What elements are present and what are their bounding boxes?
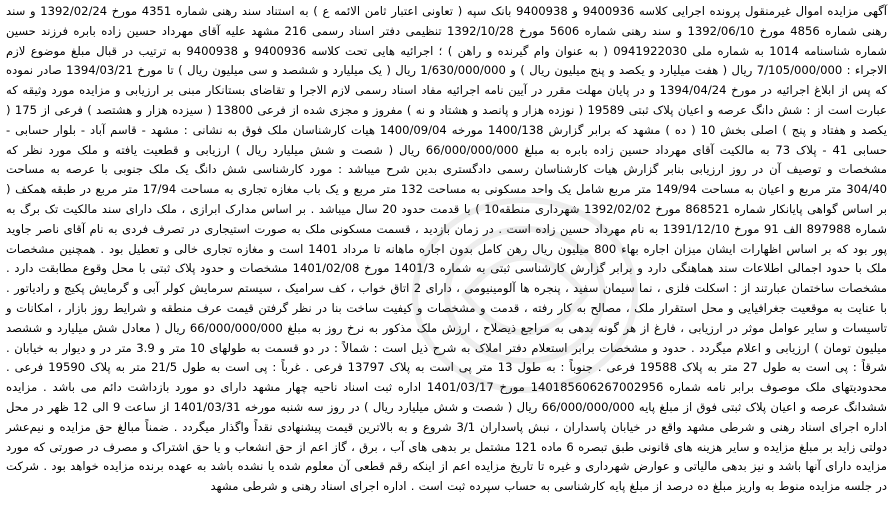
auction-notice-text: آگهی مزایده اموال غیرمنقول پرونده اجرایی کلاسه 9400936 و 9400938 بانک سپه ( تعاونی اعتبار ثامن الائمه ع ) به استناد سند رهنی شماره 4351 مورخ 1392/02/24 و سند رهنی شماره 4856 مورخ 1392/06/10 و سند رهنی شماره 5606 مورخ 1392/10/28 تنظیمی دفتر اسناد رسمی 216 مشهد علیه آقای مهرداد حسین زاده بابره فرزند حسین شماره شناسنامه 1014 به شماره ملی 0941922030 ( به عنوان وام گیرنده و راهن ) ؛ اجرائیه هایی تحت کلاسه 9400936 و 9400938 به ترتیب در قبال مبلغ موضوع لازم الاجراء : 7/105/000/000 ریال ( هفت میلیارد و یکصد و پنج میلیون ریال ) و 1/630/000/000 ریال ( یک میلیارد و ششصد و سی میلیون ریال ) تا مورخ 1394/03/21 صادر نموده که پس از ابلاغ اجرائیه در مورخ 1394/04/24 و در پایان مهلت مقرر در آیین نامه اجرائیه مفاد اسناد رسمی لازم الاجرا و تقاضای بستانکار مبنی بر ارزیابی و مزایده مورد وثیقه که عبارت است از : شش دانگ عرصه و اعیان پلاک ثبتی 19589 ( نوزده هزار و پانصد و هشتاد و نه ) مفروز و مجزی شده از فرعی 13800 ( سیزده هزار و هشتصد ) فرعی از 175 ( یکصد و هفتاد و پنج ) اصلی بخش 10 ( ده ) مشهد که برابر گزارش 1400/138 مورخه 1400/09/04 هیات کارشناسان ملک فوق به نشانی : مشهد - قاسم آباد - بلوار حسابی - حسابی 41 - پلاک 73 به مالکیت آقای مهرداد حسین زاده بابره به مبلغ 66/000/000/000 ریال ( شصت و شش میلیارد ریال ) ارزیابی و قطعیت یافته و ملک مورد نظر که مشخصات و توصیف آن در روز ارزیابی بنابر گزارش هیات کارشناسان رسمی دادگستری بدین شرح میباشد : مورد کارشناسی شش دانگ یک ملک جنوبی با عرصه به مساحت 304/40 متر مربع و اعیان به مساحت 149/94 متر مربع شامل یک واحد مسکونی به مساحت 132 متر مربع و یک باب مغازه تجاری به مساحت 17/94 متر مربع در طبقه همکف ( بر اساس گواهی پایانکار شماره 868521 مورخ 1392/02/02 شهرداری منطقه10 ) با قدمت حدود 20 سال میباشد . بر اساس مدارک ابرازی ، ملک دارای سند مالکیت تک برگ به شماره 897988 الف 91 مورخ 1391/12/10 به نام مهرداد حسین زاده است . در زمان بازدید ، قسمت مسکونی ملک به صورت استیجاری در تصرف فردی به نام آقای ناصر جاوید پور بود که بر اساس اظهارات ایشان میزان اجاره بهاء 800 میلیون ریال رهن کامل بدون اجاره ماهانه تا مرداد 1401 است و مغازه تجاری خالی و تعطیل بود . همچنین مشخصات ملک با حدود اجمالی اطلاعات سند هماهنگی دارد و برابر گزارش کارشناسی ثبتی به شماره 1401/3 مورخ 1401/02/08 مشخصات و حدود پلاک ثبتی با محل وقوع مطابقت دارد . مشخصات ساختمان عبارتند از : اسکلت فلزی ، نما سیمان سفید ، پنجره ها آلومینیومی ، دارای 2 اتاق خواب ، کف سرامیک ، سیستم سرمایش کولر آبی و گرمایش پکیج و رادیاتور . با عنایت به موقعیت جغرافیایی و محل استقرار ملک ، مصالح به کار رفته ، قدمت و مشخصات و کیفیت ساخت بنا در نظر گرفتن قیمت عرف منطقه و شرایط روز بازار ، امکانات و تاسیسات و سایر عوامل موثر در ارزیابی ، فارغ از هر گونه بدهی به مراجع ذیصلاح ، ارزش ملک مذکور به نرخ روز به مبلغ 66/000/000/000 ریال ( معادل شش میلیارد و ششصد میلیون تومان ) ارزیابی و اعلام میگردد . حدود و مشخصات برابر استعلام دفتر املاک به شرح ذیل است : شمالاً : در دو قسمت به طولهای 10 متر و 3.9 متر در و دیوار به خیابان . شرقاً : پی است به طول 27 متر به پلاک 19588 فرعی . جنوباً : به طول 13 متر پی است به پلاک 13797 فرعی . غرباً : پی است به طول 21/5 متر به پلاک 19590 فرعی . محدودیتهای ملک موصوف برابر نامه شماره 140185606267002956 مورخ 1401/03/17 اداره ثبت اسناد ناحیه چهار مشهد دارای دو مورد بازداشت دائم می باشد . مزایده ششدانگ عرصه و اعیان پلاک ثبتی فوق از مبلغ پایه 66/000/000/000 ریال ( شصت و شش میلیارد ریال ) در روز سه شنبه مورخه 1401/03/31 از ساعت 9 الی 12 ظهر در محل اداره اجرای اسناد رهنی و شرطی مشهد واقع در خیابان پاسداران ، نبش پاسداران 3/1 شروع و به بالاترین قیمت پیشنهادی نقداً واگذار میگردد . ضمناً مبالغ حق مزایده و نیم‌عشر دولتی زاید بر مبلغ مزایده و سایر هزینه های قانونی طبق تبصره 6 ماده 121 مشتمل بر بدهی های آب ، برق ، گاز اعم از حق انشعاب و یا حق اشتراک و مصرف در صورتی که مورد مزایده دارای آنها باشد و نیز بدهی مالیاتی و عوارض شهرداری و غیره تا تاریخ مزایده اعم از اینکه رقم قطعی آن معلوم شده یا نشده باشد به عهده برنده مزایده خواهد بود . شرکت در جلسه مزایده منوط به واریز مبلغ ده درصد از مبلغ پایه کارشناسی به حساب سپرده ثبت است . اداره اجرای اسناد رهنی و شرطی مشهد	[6, 4, 888, 494]
